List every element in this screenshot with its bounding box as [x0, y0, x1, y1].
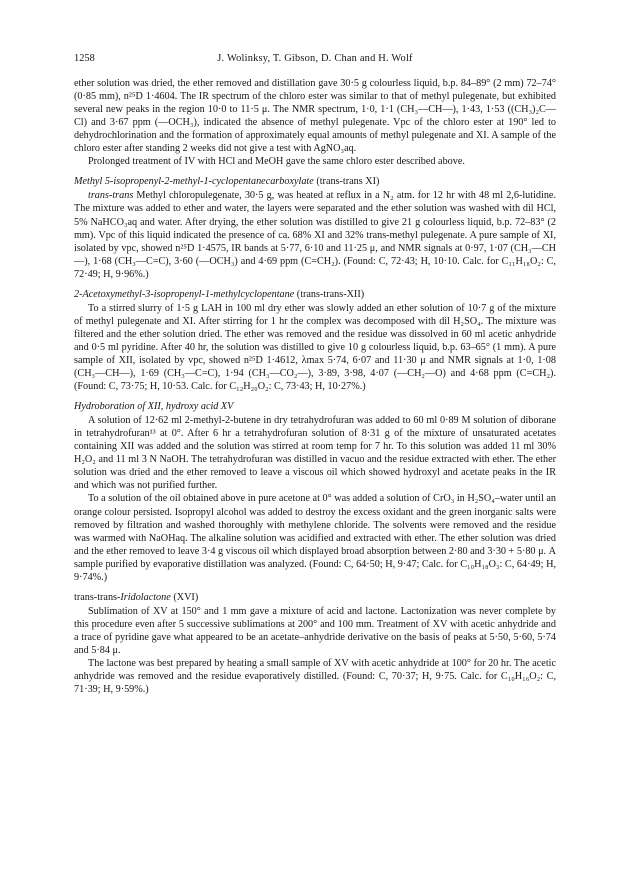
- paragraph: A solution of 12·62 ml 2-methyl-2-butene in dry tetrahydrofuran was added to 60 ml 0·89 M solution of diborane in tetrahydrofuran¹³ at 0°. After 6 hr a tetrahydrofuran solution of 8·31 g of the mixture of unsaturated acetates containing XII was added and the solution was stirred at room temp for 7 hr. To this solution was added 11 ml 30% H₂O₂ and 11 ml 3 N NaOH. The tetrahydrofuran was distilled in vacuo and the residue extracted with ether. The ether solution was dried and the ether removed to leave a viscous oil which showed hydroxyl and acetate peaks in the IR and which was not purified further.: [74, 415, 556, 492]
- paragraph: ether solution was dried, the ether removed and distillation gave 30·5 g colourless liquid, b.p. 84–89° (2 mm) 72–74° (0·85 mm), n²⁵D 1·4604. The IR spectrum of the chloro ester was similar to that of methyl pulegenate, but exhibited several new peaks in the region 10·0 to 11·5 μ. The NMR spectrum, 1·0, 1·1 (CH₃—CH—), 1·43, 1·53 ((CH₃)₂C—Cl) and 3·67 ppm (—OCH₃), indicated the absence of methyl pulegenate. Vpc of the chloro ester at 190° led to dehydrochlorination and the formation of approximately equal amounts of methyl pulegenate and XI. A sample of the chloro ester after standing 2 weeks did not give a test with AgNO₃aq.: [74, 78, 556, 155]
- paragraph: [74, 189, 556, 280]
- heading-suffix: (trans-trans-XII): [294, 288, 365, 300]
- section-heading: [74, 400, 556, 413]
- heading-suffix: (XVI): [170, 591, 199, 603]
- paragraph: To a solution of the oil obtained above in pure acetone at 0° was added a solution of CrO₃ in H₂SO₄–water until an orange colour persisted. Isopropyl alcohol was added to destroy the excess oxidant and the green inorganic salts were removed by filtration and washed thoroughly with methylene chloride. The solvents were removed and the residue was warmed with NaOHaq. The alkaline solution was acidified and extracted with ether. The ether solution was dried and the ether removed to leave 3·4 g viscous oil which displayed broad absorption between 2·80 and 3·30 + 5·80 μ. A sample purified by evaporative distillation was analyzed. (Found: C, 64·50; H, 9·47; Calc. for C₁₀H₁₈O₃: C, 64·49; H, 9·74%.): [74, 493, 556, 583]
- page-number: 1258: [74, 53, 95, 64]
- section-heading: [74, 591, 556, 604]
- heading-compound-name: Methyl 5-isopropenyl-2-methyl-1-cyclopentanecarboxylate: [74, 176, 314, 188]
- paragraph: Sublimation of XV at 150° and 1 mm gave a mixture of acid and lactone. Lactonization was never complete by this procedure even after 5 successive sublimations at 200° and 100 mm. Treatment of XV with acetic anhydride and a trace of pyridine gave what appeared to be an acetate–anhydride derivative on the basis of peaks at 5·50, 5·60, 5·74 and 5·84 μ.: [74, 605, 556, 656]
- heading-compound-name: 2-Acetoxymethyl-3-isopropenyl-1-methylcyclopentane: [74, 288, 295, 300]
- paragraph-text: Methyl chloropulegenate, 30·5 g, was heated at reflux in a N₂ atm. for 12 hr with 48 ml 2,6-lutidine. The mixture was added to ether and water, the layers were separated and the ether solution was washed with dil HCl, 5% NaHCO₃aq and water. After drying, the ether solution was distilled to give 21 g colourless liquid, b.p. 72–83° (2 mm). Vpc of this liquid indicated the presence of ca. 68% XI and 32% trans-methyl pulegenate. A pure sample of XI, isolated by vpc, showed n²⁵D 1·4575, IR bands at 5·77, 6·10 and 11·25 μ, and NMR signals at 0·97, 1·07 (CH₃—CH—), 1·68 (CH₃—C=C), 3·60 (—OCH₃) and 4·69 ppm (C=CH₂). (Found: C, 72·43; H, 10·10. Calc. for C₁₁H₁₈O₂: C, 72·49; H, 9·96%.): [74, 190, 556, 280]
- heading-prefix: trans-trans-: [74, 591, 121, 603]
- section-heading: [74, 175, 556, 188]
- paragraph: The lactone was best prepared by heating a small sample of XV with acetic anhydride at 100° for 20 hr. The acetic anhydride was removed and the residue evaporatively distilled. (Found: C, 70·37; H, 9·75. Calc. for C₁₀H₁₆O₂: C, 71·39; H, 9·59%.): [74, 658, 556, 696]
- section-heading: [74, 288, 556, 301]
- heading-compound-name: Hydroboration of XII, hydroxy acid XV: [74, 401, 234, 413]
- paragraph: Prolonged treatment of IV with HCl and MeOH gave the same chloro ester described above.: [88, 156, 465, 168]
- paragraph: To a stirred slurry of 1·5 g LAH in 100 ml dry ether was slowly added an ether solution of 10·7 g of the mixture of methyl pulegenate and XI. After stirring for 1 hr the complex was decomposed with dil H₂SO₄. The mixture was filtered and the ether solution dried. The ether was removed and the residue was dissolved in 60 ml acetic anhydride and 0·5 ml pyridine. After 40 hr, the solution was distilled to give 10 g colourless liquid, b.p. 63–65° (1 mm). A pure sample of XII, isolated by vpc, showed n²⁵D 1·4612, λmax 5·74, 6·07 and 11·30 μ and NMR signals at 1·0, 1·08 (CH₃—CH—), 1·69 (CH₃—C=C), 1·94 (CH₃—CO₂—), 3·89, 3·98, 4·07 (—CH₂—O) and 4·68 ppm (C=CH₂). (Found: C, 73·75; H, 10·53. Calc. for C₁₂H₂₀O₂: C, 73·43; H, 10·27%.): [74, 302, 556, 393]
- author-line: J. Wolinksy, T. Gibson, D. Chan and H. Wolf: [217, 53, 413, 64]
- paragraph-lead: trans-trans: [88, 190, 134, 202]
- paper-page: [74, 52, 556, 696]
- heading-suffix: (trans-trans XI): [313, 176, 380, 188]
- heading-compound-name: Iridolactone: [120, 591, 171, 603]
- running-header: [74, 52, 556, 65]
